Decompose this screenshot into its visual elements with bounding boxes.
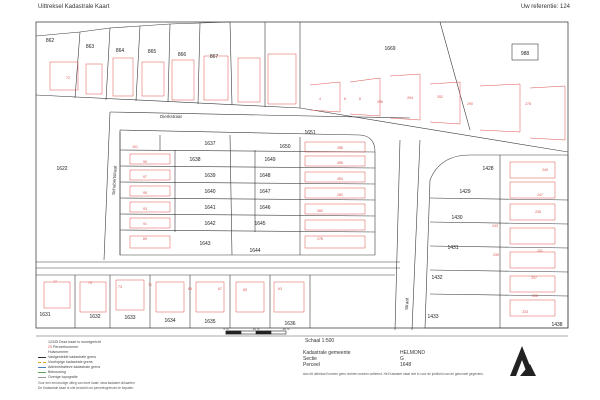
house-number: 292: [437, 95, 443, 99]
parcel-label: 1647: [259, 189, 271, 195]
house-number: 69: [188, 287, 192, 291]
legend-item: Bebouwing: [48, 370, 66, 374]
house-number: 249: [542, 168, 548, 172]
house-number: 101: [132, 145, 138, 149]
parcel-label: 1622: [56, 166, 68, 172]
parcel-label: 1637: [204, 141, 216, 147]
parcel-label: 1639: [204, 173, 216, 179]
parcel-label: 862: [45, 38, 55, 44]
parcel-label: 1638: [189, 157, 201, 163]
right-block: [425, 155, 568, 328]
parcel-label: 865: [147, 49, 157, 55]
top-buildings: [50, 54, 565, 140]
sectie-value: G: [400, 356, 404, 362]
house-number: 286: [337, 161, 343, 165]
house-number: 73: [118, 285, 122, 289]
disclaimer: Voor een eenvoudige uitleg van deze kaart: www.kadaster.nl/kaarten: [38, 381, 135, 385]
legend-item: Huisnummer: [48, 350, 69, 354]
legend-item: Vastgestelde kadastrale grens: [48, 355, 97, 359]
house-number: 278: [525, 102, 531, 106]
gemeente-value: HELMOND: [400, 350, 426, 356]
house-number: 233: [522, 310, 528, 314]
house-number: 247: [537, 193, 543, 197]
house-number: 91: [143, 222, 147, 226]
house-number: 95: [143, 191, 147, 195]
parcel-label: 1438: [551, 322, 563, 328]
house-number: 296: [377, 100, 383, 104]
parcel-label: 1649: [264, 157, 276, 163]
house-numbers: [53, 76, 548, 314]
parcel-label: 1669: [384, 46, 396, 52]
header-title: Uittreksel Kadastrale Kaart: [38, 4, 110, 10]
house-number: 278: [317, 237, 323, 241]
legend-item: 25 Perceelnummer: [48, 345, 79, 349]
legend-item: Overige topografie: [48, 375, 78, 379]
gemeente-label: Kadastrale gemeente: [303, 350, 351, 356]
legend-line: [38, 372, 46, 373]
house-number: 8: [359, 97, 361, 101]
legend-line: [38, 362, 46, 363]
legend-item: Administratieve kadastrale grens: [48, 365, 101, 369]
street-label: Dierkstraat: [160, 114, 182, 119]
house-number: 243: [492, 224, 498, 228]
house-number: 63: [278, 287, 282, 291]
parcel-label: 1643: [199, 241, 211, 247]
house-number: 89: [143, 237, 147, 241]
parcel-label: 1632: [89, 314, 101, 320]
house-number: 67: [218, 287, 222, 291]
bottom-buildings: [44, 280, 304, 312]
parcel-label: 1636: [284, 321, 296, 327]
house-number: 97: [143, 175, 147, 179]
house-number: 239: [493, 253, 499, 257]
roads: [36, 112, 420, 330]
legend-item: 12345 Deze kaart is noordgericht: [48, 340, 101, 344]
scale-tick: 0 m: [223, 327, 229, 331]
legend-item: Voorlopige kadastrale grens: [48, 360, 93, 364]
scale-tick: 20 m: [282, 327, 290, 331]
parcel-label: 1651: [304, 130, 316, 136]
scale-label: Schaal 1:500: [305, 338, 335, 344]
sectie-label: Sectie: [303, 356, 317, 362]
scale-bar: [226, 331, 286, 334]
parcel-label: 1646: [259, 205, 271, 211]
legend-line: [38, 357, 46, 358]
parcel-label: 866: [177, 52, 187, 58]
house-number: 6: [344, 97, 346, 101]
street-label: Straat: [404, 297, 410, 311]
parcel-label: 1428: [482, 166, 494, 172]
parcel-label: 1648: [259, 173, 271, 179]
legend-line: [38, 367, 46, 368]
parcel-label: 1635: [204, 319, 216, 325]
parcel-label: 1650: [279, 144, 291, 150]
parcel-label: 1641: [204, 205, 216, 211]
house-number: 280: [317, 209, 323, 213]
parcel-label: 1634: [164, 318, 176, 324]
parcel-label: 1633: [124, 315, 136, 321]
disclaimer: De Kadastrale kaart is niet bedoeld om perceelsgrenzen te bepalen.: [38, 386, 135, 390]
central-buildings: [130, 142, 365, 248]
parcel-label: 1645: [254, 221, 266, 227]
house-number: 284: [337, 177, 343, 181]
house-number: 241: [537, 249, 543, 253]
parcel-label: 1429: [459, 189, 471, 195]
house-number: 235: [532, 294, 538, 298]
house-number: 93: [143, 207, 147, 211]
parcel-label: 1644: [249, 248, 261, 254]
parcel-label: 1430: [451, 215, 463, 221]
parcel-label: 1431: [447, 245, 459, 251]
parcel-label: 1640: [204, 189, 216, 195]
house-number: 290: [467, 102, 473, 106]
perceel-value: 1648: [400, 362, 412, 368]
kadaster-logo-icon: [510, 346, 536, 376]
house-number: 99: [143, 160, 147, 164]
house-number: 237: [531, 276, 537, 280]
parcel-label: 1642: [204, 221, 216, 227]
top-parcels: [36, 22, 568, 152]
house-number: 4: [319, 97, 321, 101]
house-number: 65: [243, 288, 247, 292]
legend-line: [38, 377, 46, 378]
parcel-label: 867: [209, 54, 219, 60]
house-number: 72: [66, 76, 70, 80]
street-label: Schubertstraat: [111, 165, 118, 196]
right-buildings: [510, 162, 555, 316]
house-number: 282: [337, 193, 343, 197]
parcel-label: 988: [520, 51, 530, 57]
house-number: 288: [337, 146, 343, 150]
parcel-label: 1433: [427, 314, 439, 320]
scale-tick: 10 m: [252, 327, 260, 331]
parcel-label: 864: [115, 48, 125, 54]
house-number: 71: [148, 283, 152, 287]
right-note: Aan dit uittreksel kunnen geen rechten worden ontleend. Het Kadaster staat niet in voor de juistheid van de getoonde gegevens.: [303, 372, 484, 376]
parcel-label: 863: [85, 44, 95, 50]
parcel-label: 1631: [39, 312, 51, 318]
house-number: 294: [407, 96, 413, 100]
house-number: 77: [53, 280, 57, 284]
parcel-label: 1432: [431, 275, 443, 281]
house-number: 75: [88, 281, 92, 285]
house-number: 245: [535, 210, 541, 214]
header-reference: Uw referentie: 124: [520, 4, 570, 10]
perceel-label: Perceel: [303, 362, 320, 368]
